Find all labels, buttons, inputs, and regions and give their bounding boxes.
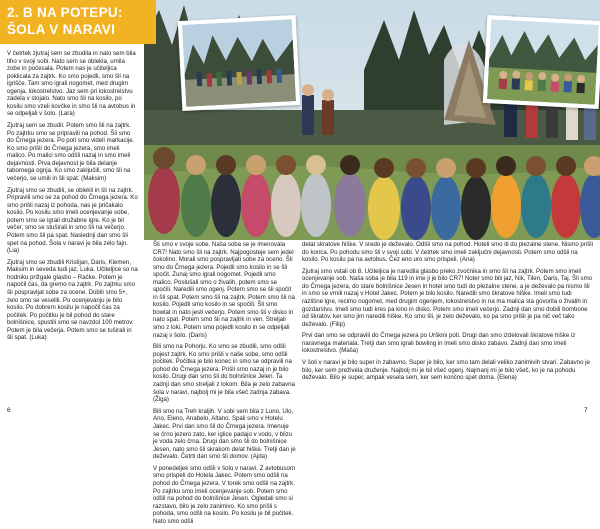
- polaroid-photo-group-right: [483, 15, 600, 109]
- paragraph-lara: V četrtek zjutraj sem se zbudila in nato sem bila tiho v svoji sobi. Nato sem se oblekla, umila zobe in počesala. Potem nas je učiteljica poklicala za zajtrk. Ko smo pojedli, smo šli na igrišče. Tam smo igrali nogomet, med drugim ogenja, lokostrelstvo. Jaz sem pri lokostrelstvu zadela v stojalo. Nato smo šli na kosilo, po kosilu smo vzeli kovčke in smo šli na avtobus in se odpeljali v šolo. (Lara): [7, 50, 136, 118]
- article-title-box: [0, 0, 156, 44]
- page-number-left: 6: [7, 407, 11, 414]
- paragraph-ziga: Bili smo na Pohorju. Ko smo se zbudili, smo odšli pojest zajtrk. Ko smo prišli v naše sobe, smo odšli počitek. Počitka je bilo konec in smo se odpravili na pohod do Črnega jezera. Prišli smo nazaj in je bilo kosilo. Drugi dan smo šli do bolnišnice Jelen. Ta zadnji dan smo streljali z lokom. Bila je zelo zabavna šola v naravi, najbolj mi je bila všeč zadnja zabava. (Žiga): [153, 343, 295, 404]
- right-page-text-column-1: [153, 241, 296, 529]
- paragraph-ajda: Bili smo na Treh kraljih. V sobi sem bila z Luno, Ulo, Ano, Eleno, Anabelo, Altano. Spali smo v Hotelu Jakec. Prvi dan smo šli do Črnega jezera. Imenuje se črno jezero zato, ker iglice padajo v vodo, v blizu je voda zelo črna. Drugi dan smo šli do bolnišnice Jesen, nato smo šli skrakom delat hiške. Tretji dan je deževalo. Četrti dan smo šli domov. (Ajda): [153, 407, 296, 461]
- paragraph-masa: Prvi dan smo se odpravili do Črnega jezera po Urškini poti. Drugi dan smo izdelovali škratove hiške iz naravnega materiala. Tretji dan smo igrali bowling in imeli smo disko zabavo. Zadnji dan smo imeli lokostrelstvo. (Maša): [302, 332, 576, 355]
- article-title-line-1: 2. B NA POTEPU:: [7, 5, 123, 20]
- paragraph-elena: V šoli v naravi je bilo super in zabavno. Super je bilo, ker smo tam delali veliko zanimivih stvari. Zabavno je bilo, ker sem preživela druženje. Najbolj mi je bil všeč ogenj. Najmanj mi je bilo všeč, ko je na pohodu deževalo. Bilo je super, ampak vesela sem, ker sem končno spet doma. (Elena): [302, 359, 590, 382]
- paragraph-ana: delat skratove hiške. V sredo je deževalo. Odšli smo na pohod. Hoteli smo iti do plezalne stene. Nismo prišli do konca. Po pohodu smo šli v svoji sobi. V četrtek smo imeli zaključni dejavnosti. Potem smo odšli na kosilo. Po kosilu pa na avtobus. Čez eno uro smo prispeli. (Ana): [302, 241, 593, 264]
- paragraph-filip: Zjutraj smo vstali ob 8. Učiteljica je naredila glasbo preko zvočnika in smo šli na zajtrk. Potem smo imeli ocenjevanje sob. Naša soba je bila 119 in ime ji je bilo CR7! Noter smo bili jaz, Nik, Tilen, Daris, Taj. Šli smo do Črnega jezera, do stare bolnišnice Jesen in hotel smo tudi do plezalne stene, a je deževalo pa nismo šli in smo se vrnili nazaj v Hotel Jakec. Potem je bilo kosilo. Naredili smo škratove hiške. Imeli smo tudi razlišne igre, recimo nogomet, med drugim ogenjem, lokostrelstvo in na ma malica sta govorila o živalih in gozdarstvu. Imeli smo tudi kres pa kino in disko. Potem smo imeli večerjo. Zadnji dan smo dobili bombone od škratov, ker smo jim naredili hiške. Ko smo šli, je zelo deževalo, ko pa smo prišli je pa nič več tako deževalo. (Filip): [302, 267, 593, 328]
- page-number-right: 7: [584, 407, 588, 414]
- article-title-line-2: ŠOLA V NARAVI: [7, 22, 116, 37]
- paragraph-luka: Zjutraj smo se zbudili Kristijan, Daris, Klemen, Maksim in seveda tudi jaz, Luka. Učiteljice so na hodniku prižgale glasbo – Račke. Potem je napočil čas, da gremo na zajtrk. Po zajtrku smo šli pospravljat sobe za ocene. Dobili smo 5+, zelo smo se veselili. Po ocenjevanju je bilo kosilo. Po dobrem kosilu je napočil čas za počitek. Po počitku je bil pohod do stare bolnišnice, spustili smo se navzdol 100 metrov. Potem je bila večerja. Potem smo se tuširali in šli spat. (Luka): [7, 258, 138, 342]
- paragraph-lia: Zjutraj smo se zbudili, se oblekli in šli na zajtrk. Pripravili smo se za pohod do Črnega jezera. Ko smo prišli nazaj iz pohoda, nas je pričakalo kosilo. Po kosilu smo imeli ocenjevanje sobe, potem smo se igrali družabne igre. Ko je bil večer, smo se stuširali in smo šli na večerjo. Potem smo šli pa spat. Naslednji dan smo šli spet na pohod. Šola v naravi je bila zelo fajn. (Lia): [7, 186, 138, 255]
- paragraph-maksim: Zjutraj sem se zbudil. Potem smo šli na zajtrk. Po zajtrku smo se pripravili na pohod. Šli smo do Črnega jezera. Po poti smo videli markacije. Ko smo prišli do Črnega jezera, smo imeli malico. Po malici smo odšli nazaj in smo imeli dejavnosti. Prva dejavnost je bila delanje tabornega ognja. Ko smo zaključili, smo šli na večerjo, se umili in šli spat. (Maksim): [7, 122, 135, 182]
- left-page-text-column: [7, 50, 138, 346]
- paragraph-ponedeljek: V ponedeljek smo odšli v šolo v naravi. Z avtobusom smo prispeli do Hotela Jakec. Potem smo odšli na pohod do Črnega jezera. V torek smo odšli na zajtrk. Po zajtrku smo imeli ocenjevanje sob. Potem smo odšli na pohod do bolnišnice Jesen. Ogledali smo si razstavo, bilo je zelo zanimivo. Ko smo prišli s pohoda, smo odšli na kosilo. Po kosilu je bil počitek. Nato smo odšli: [153, 464, 295, 525]
- right-page-text-column-2: [302, 241, 594, 386]
- polaroid-photo-group-left: [178, 15, 301, 111]
- paragraph-daris: Šli smo v svoje sobe. Naša soba se je imenovala CR7! Nato smo šli na zajtrk. Najpogosteje sem jedel čokolino. Morali smo pospravljati sobe za oceno. Šli smo do Črnega jezera. Pojedli smo kosilo in se šli spočit. Zunaj smo igrali nogomet. Pojedli smo malico. Poslušali smo o živalih, potem smo se spočili. Naredili smo ogenj. Potem smo se šli spočit in šli spat. Potem smo šli na zajtrk. Potem smo šli na kosilo. Pojedli smo kosilo in se spočili. Šli smo bowlat in nato jesti večerjo. Potem smo šli v disko in nato spat. Potem smo šli na zajtrk in ven. Streljali smo z loki. Potem smo pojedli kosilo in se odpeljali nazaj v šolo. (Daris): [153, 241, 295, 339]
